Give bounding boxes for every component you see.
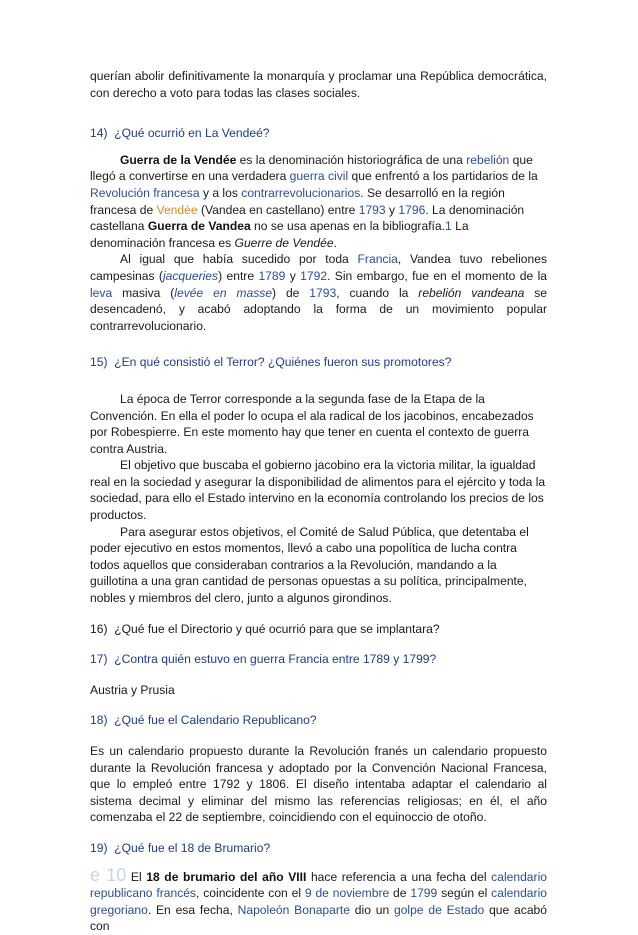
question-14 (90, 125, 547, 142)
text: dio un (350, 902, 394, 917)
intro-paragraph: querían abolir definitivamente la monarquía y proclamar una República democrática, con derecho a voto para todas las clases sociales. (90, 69, 547, 100)
question-number: 15) (90, 355, 108, 370)
answer-14-paragraph-1 (90, 152, 547, 252)
link-1792[interactable]: 1792 (300, 268, 328, 283)
link-rebelion[interactable]: rebelión (466, 152, 510, 167)
link-guerra-civil[interactable]: guerra civil (289, 169, 349, 184)
text: (Vandea en castellano) entre (197, 202, 359, 217)
link-leva[interactable]: leva (90, 285, 113, 300)
link-revolucion-francesa[interactable]: Revolución francesa (90, 185, 200, 200)
question-18 (90, 712, 547, 729)
link-levee-en-masse[interactable]: levée en masse (174, 285, 273, 300)
text: ) entre (218, 268, 259, 283)
question-16 (90, 621, 547, 638)
link-1799[interactable]: 1799 (410, 886, 438, 901)
question-text: ¿Qué fue el 18 de Brumario? (114, 840, 271, 855)
question-number: 14) (90, 126, 108, 141)
text: es la denominación historiográfica de una (236, 152, 467, 167)
answer-17: Austria y Prusia (90, 682, 175, 697)
question-17 (90, 651, 547, 668)
text: , Vandea tuvo rebeliones campesinas ( (90, 252, 547, 283)
text: hace referencia a una fecha del (306, 869, 492, 884)
link-1796[interactable]: 1796 (398, 202, 426, 217)
answer-19 (90, 864, 547, 935)
text: . En esa fecha, (147, 902, 238, 917)
text: . Sin embargo, fue en el momento de la (327, 268, 547, 283)
text: que llegó a convertirse en una verdadera (90, 152, 533, 184)
link-jacqueries[interactable]: jacqueries (162, 268, 219, 283)
faded-fragment: e 10 (90, 864, 127, 885)
text: , cuando la (336, 285, 419, 300)
question-text: ¿Contra quién estuvo en guerra Francia entre 1789 y 1799? (114, 652, 437, 667)
link-vendee[interactable]: Vendée (156, 202, 198, 217)
question-text: ¿En qué consistió el Terror? ¿Quiénes fueron sus promotores? (114, 355, 452, 370)
text: Al igual que había sucedido por toda (120, 252, 358, 267)
answer-14-paragraph-2 (90, 251, 547, 334)
question-number: 17) (90, 652, 108, 667)
answer-15-paragraph-2: El objetivo que buscaba el gobierno jacobino era la victoria militar, la igualdad real en la sociedad y asegurar la disponibilidad de alimentos para el ejército y toda la sociedad, para ello el Estado intervino en la economía controlando los precios de los productos. (90, 458, 546, 523)
italic-term: rebelión vandeana (418, 285, 525, 300)
question-number: 16) (90, 621, 108, 636)
text: según el (437, 886, 492, 901)
question-text: ¿Qué fue el Directorio y qué ocurrió para que se implantara? (114, 621, 440, 636)
link-calendario-republicano[interactable]: calendario republicano francés (90, 869, 547, 901)
link-calendario-gregoriano[interactable]: calendario gregoriano (90, 886, 547, 917)
italic-term: Guerre de Vendée (234, 235, 334, 250)
text: , coincidente con el (196, 886, 305, 901)
link-1793-b[interactable]: 1793 (309, 285, 337, 300)
text: de (389, 886, 411, 901)
text: La denominación francesa es (90, 219, 469, 250)
answer-18: Es un calendario propuesto durante la Revolución franés un calendario propuesto durante la Revolución francesa y adoptado por la Convención Nacional Francesa, que lo empleó entre 1792 y 1806. El diseño intentaba adaptar el calendario al sistema decimal y eliminar del mismo las referencias religiosas; en él, el año comenzaba el 22 de septiembre, coincidiendo con el equinoccio de otoño. (90, 744, 547, 825)
answer-15-paragraph-3: Para asegurar estos objetivos, el Comité de Salud Pública, que detentaba el poder ejecutivo en estos momentos, llevó a cabo una popolítica de lucha contra todos aquellos que consideraban contrarios a la Revolución, mandando a la guillotina a una gran cantidad de personas opuestas a su política, principalmente, nobles y miembros del clero, junto a algunos girondinos. (90, 524, 529, 606)
link-golpe-de-estado[interactable]: golpe de Estado (393, 902, 485, 917)
bold-term: Guerra de Vandea (147, 219, 251, 234)
footnote-link[interactable]: 1 (445, 219, 452, 234)
text: no se usa apenas en la bibliografía. (250, 219, 445, 234)
text: que acabó con (90, 902, 547, 934)
text: ) de (272, 285, 310, 300)
text: El (130, 869, 147, 884)
text: y (385, 202, 399, 217)
link-1789[interactable]: 1789 (258, 268, 286, 283)
link-contrarrevolucionarios[interactable]: contrarrevolucionarios (241, 185, 361, 200)
question-15 (90, 354, 547, 371)
link-1793[interactable]: 1793 (358, 202, 386, 217)
link-francia[interactable]: Francia (357, 252, 398, 267)
question-number: 18) (90, 713, 108, 728)
text: masiva ( (112, 285, 175, 300)
question-number: 19) (90, 840, 108, 855)
text: . La denominación castellana (90, 202, 525, 234)
text: . Se desarrolló en la región francesa de (90, 185, 505, 217)
link-napoleon[interactable]: Napoleón Bonaparte (237, 902, 350, 917)
question-text: ¿Qué fue el Calendario Republicano? (114, 713, 317, 728)
question-text: ¿Qué ocurrió en La Vendeé? (114, 126, 270, 141)
question-19 (90, 840, 547, 857)
bold-term: Guerra de la Vendée (120, 152, 237, 167)
text: . (333, 235, 337, 250)
document-page (90, 68, 547, 935)
text: que enfrentó a los partidarios de la (348, 169, 538, 184)
bold-term: 18 de brumario del año VIII (146, 869, 307, 884)
answer-15-paragraph-1: La época de Terror corresponde a la segunda fase de la Etapa de la Convención. En ella el poder lo ocupa el ala radical de los jacobinos, encabezados por Robespierre. En este momento hay que tener en cuenta el contexto de guerra contra Austria. (90, 391, 534, 456)
link-9-noviembre[interactable]: 9 de noviembre (304, 886, 390, 901)
text: se desencadenó, y acabó adoptando la forma de un movimiento popular contrarrevolucionario. (90, 285, 547, 333)
text: y (285, 268, 301, 283)
text: y a los (199, 185, 242, 200)
